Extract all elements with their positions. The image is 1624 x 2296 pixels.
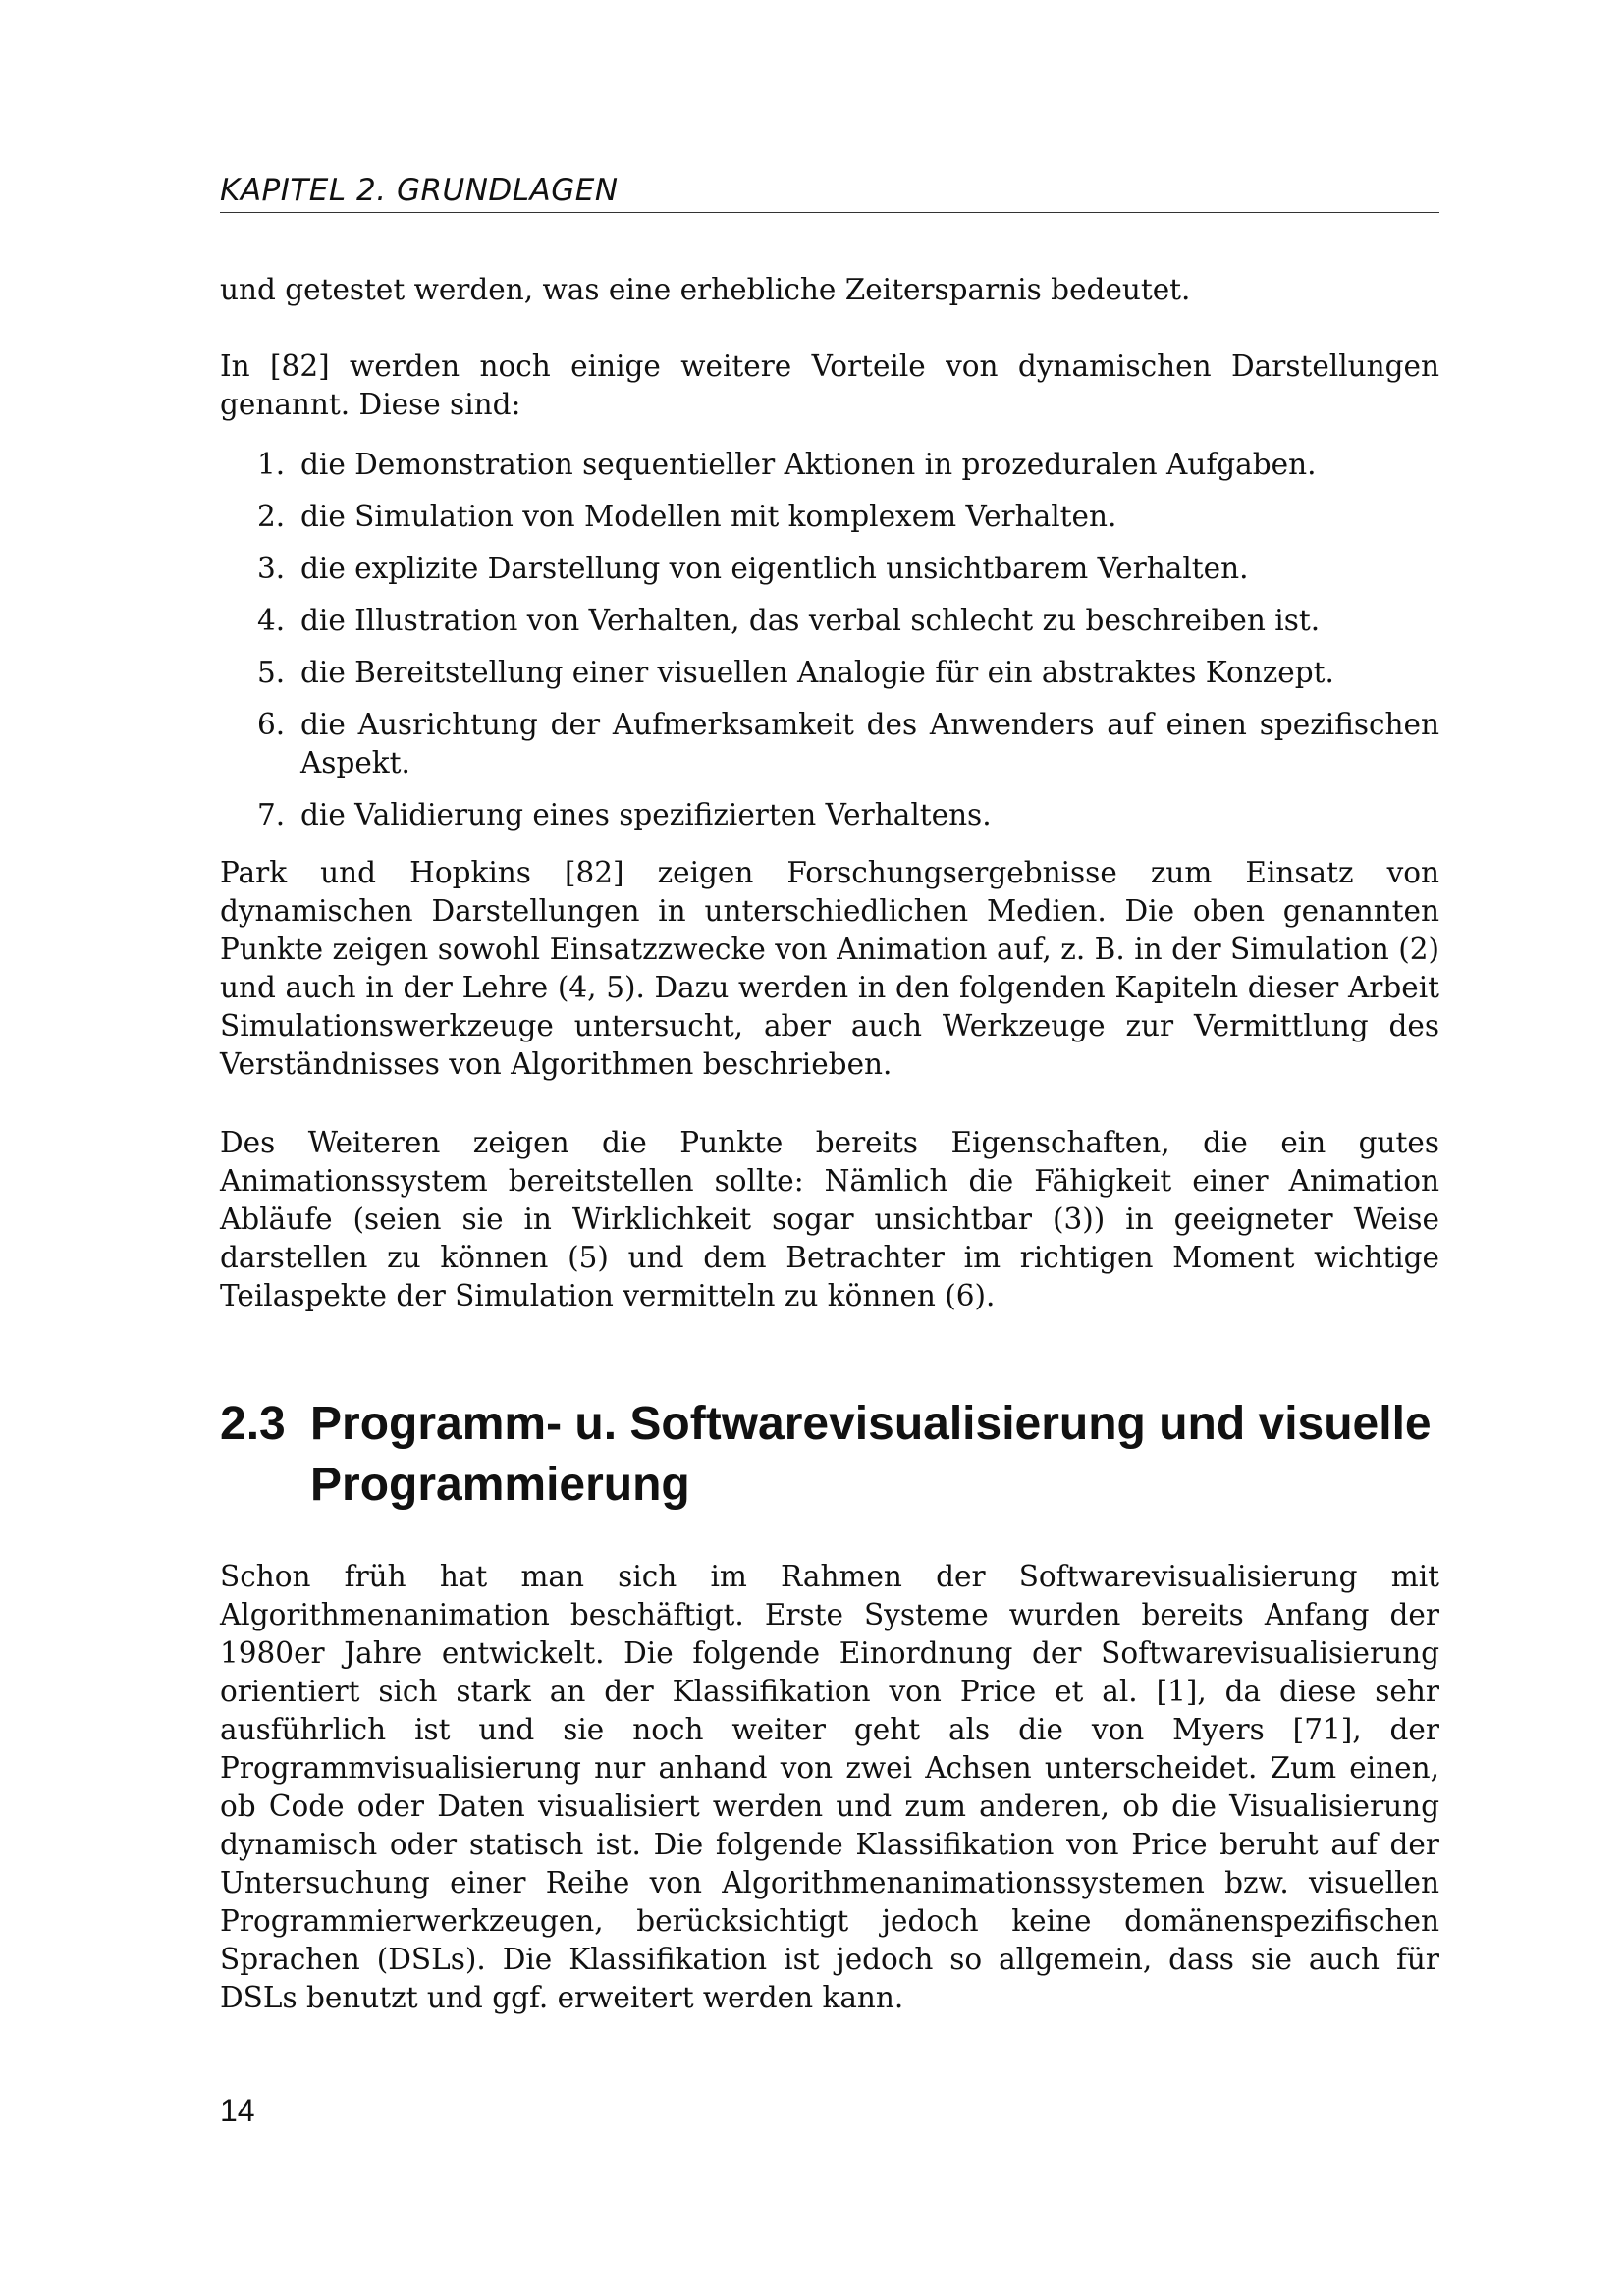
list-item-number: 2.	[257, 500, 286, 533]
list-item-number: 1.	[257, 448, 286, 481]
list-item-number: 5.	[257, 656, 286, 689]
page-number: 14	[220, 2093, 255, 2128]
list-item-number: 6.	[257, 708, 286, 741]
list-item-text: die Bereitstellung einer visuellen Analogie für ein abstraktes Konzept.	[300, 656, 1334, 689]
section-title: Programm- u. Softwarevisualisierung und visuelle Programmierung	[310, 1398, 1432, 1511]
list-item-number: 7.	[257, 798, 286, 831]
section-heading	[220, 1394, 1457, 1516]
list-item-text: die Simulation von Modellen mit komplexem Verhalten.	[300, 500, 1117, 533]
list-item	[220, 446, 1439, 484]
list-item-number: 3.	[257, 552, 286, 585]
list-item	[220, 796, 1439, 834]
running-header: KAPITEL 2. GRUNDLAGEN	[220, 173, 619, 208]
list-item-text: die Validierung eines spezifizierten Verhaltens.	[300, 798, 992, 831]
paragraph-animation-properties: Des Weiteren zeigen die Punkte bereits Eigenschaften, die ein gutes Animationssystem bereitstellen sollte: Nämlich die Fähigkeit einer Animation Abläufe (seien sie in Wirklichkeit sogar unsichtbar (3)) in geeigneter Weise darstellen zu können (5) und dem Betrachter im richtigen Moment wichtige Teilaspekte der Simulation vermitteln zu können (6).	[220, 1126, 1439, 1312]
paragraph-continuation: und getestet werden, was eine erhebliche Zeitersparnis bedeutet.	[220, 273, 1191, 306]
list-item-text: die Illustration von Verhalten, das verbal schlecht zu beschreiben ist.	[300, 604, 1321, 637]
list-item	[220, 550, 1439, 588]
list-item-text: die Ausrichtung der Aufmerksamkeit des Anwenders auf einen spezifischen Aspekt.	[300, 708, 1439, 779]
list-item	[220, 498, 1439, 536]
paragraph-advantages-intro: In [82] werden noch einige weitere Vorteile von dynamischen Darstellungen genannt. Diese sind:	[220, 349, 1439, 421]
list-item-number: 4.	[257, 604, 286, 637]
list-item	[220, 654, 1439, 692]
list-item-text: die explizite Darstellung von eigentlich unsichtbarem Verhalten.	[300, 552, 1249, 585]
section-number: 2.3	[220, 1398, 286, 1450]
paragraph-park-hopkins: Park und Hopkins [82] zeigen Forschungsergebnisse zum Einsatz von dynamischen Darstellungen in unterschiedlichen Medien. Die oben genannten Punkte zeigen sowohl Einsatzzwecke von Animation auf, z. B. in der Simulation (2) und auch in der Lehre (4, 5). Dazu werden in den folgenden Kapiteln dieser Arbeit Simulationswerkzeuge untersucht, aber auch Werkzeuge zur Vermittlung des Verständnisses von Algorithmen beschrieben.	[220, 856, 1439, 1081]
paragraph-software-visualization: Schon früh hat man sich im Rahmen der Softwarevisualisierung mit Algorithmenanimation beschäftigt. Erste Systeme wurden bereits Anfang der 1980er Jahre entwickelt. Die folgende Einordnung der Softwarevisualisierung orientiert sich stark an der Klassifikation von Price et al. [1], da diese sehr ausführlich ist und sie noch weiter geht als die von Myers [71], der Programmvisualisierung nur anhand von zwei Achsen unterscheidet. Zum einen, ob Code oder Daten visualisiert werden und zum anderen, ob die Visualisierung dynamisch oder statisch ist. Die folgende Klassifikation von Price beruht auf der Untersuchung einer Reihe von Algorithmenanimationssystemen bzw. visuellen Programmierwerkzeugen, berücksichtigt jedoch keine domänenspezifischen Sprachen (DSLs). Die Klassifikation ist jedoch so allgemein, dass sie auch für DSLs benutzt und ggf. erweitert werden kann.	[220, 1560, 1439, 2014]
list-item	[220, 602, 1439, 640]
list-item	[220, 706, 1439, 782]
advantages-list	[220, 446, 1439, 848]
header-rule	[220, 212, 1439, 213]
list-item-text: die Demonstration sequentieller Aktionen in prozeduralen Aufgaben.	[300, 448, 1317, 481]
